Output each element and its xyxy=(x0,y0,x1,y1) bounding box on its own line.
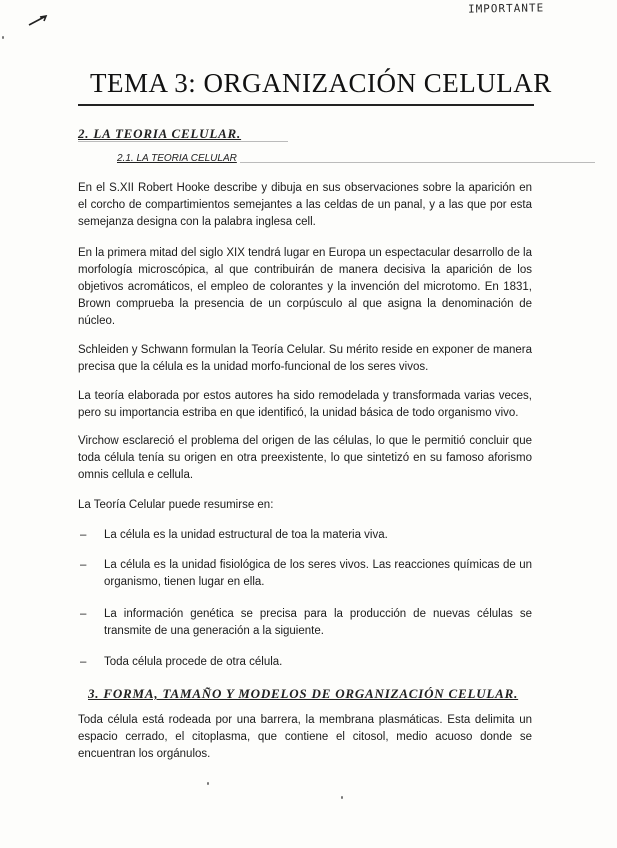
list-item-text: Toda célula procede de otra célula. xyxy=(104,656,283,668)
list-item xyxy=(80,527,532,544)
subsection-2-1-heading: 2.1. LA TEORIA CELULAR xyxy=(117,153,237,164)
scan-speck xyxy=(341,796,343,799)
list-item xyxy=(80,654,532,671)
paragraph-membrana: Toda célula está rodeada por una barrera, la membrana plasmáticas. Esta delimita un espacio cerrado, el citoplasma, que contiene el citosol, medio acuoso donde se encuentran los orgánulos. xyxy=(78,714,532,760)
list-item xyxy=(80,606,532,640)
section-2-rule xyxy=(78,141,288,142)
paragraph-morfologia: En la primera mitad del siglo XIX tendrá lugar en Europa un espectacular desarrollo de la morfología microscópica, al que contribuirán de manera decisiva la aparición de los objetivos acromáticos, el empleo de colorantes y la invención del microtomo. En 1831, Brown comprueba la presencia de un corpúsculo al que asigna la denominación de núcleo. xyxy=(78,247,532,327)
list-dash: – xyxy=(80,656,87,668)
list-dash: – xyxy=(80,559,87,571)
scan-speck xyxy=(207,782,209,785)
scan-speck xyxy=(2,36,4,39)
handwritten-note: IMPORTANTE xyxy=(467,1,545,16)
paragraph-resumen: La Teoría Celular puede resumirse en: xyxy=(78,499,274,511)
list-item-text: La información genética se precisa para la producción de nuevas células se transmite de una generación a la siguiente. xyxy=(104,608,532,637)
list-dash: – xyxy=(80,608,87,620)
list-dash: – xyxy=(80,529,87,541)
paragraph-schleiden: Schleiden y Schwann formulan la Teoría Celular. Su mérito reside en exponer de manera precisa que la célula es la unidad morfo-funcional de los seres vivos. xyxy=(78,344,532,373)
page-title: TEMA 3: ORGANIZACIÓN CELULAR xyxy=(90,68,552,98)
list-item-text: La célula es la unidad estructural de toa la materia viva. xyxy=(104,529,388,541)
section-3-heading: 3. FORMA, TAMAÑO Y MODELOS DE ORGANIZACIÓN CELULAR. xyxy=(88,686,519,701)
title-underline xyxy=(78,104,534,106)
paragraph-hooke: En el S.XII Robert Hooke describe y dibuja en sus observaciones sobre la aparición en el corcho de compartimientos semejantes a las celdas de un panal, y a las que por esta semejanza designa con la palabra inglesa cell. xyxy=(78,182,532,228)
paragraph-virchow: Virchow esclareció el problema del origen de las células, lo que le permitió concluir que toda célula tenía su origen en otra preexistente, lo que sintetizó en su famoso aforismo omnis cellula e cellula. xyxy=(78,435,532,481)
list-item xyxy=(80,557,532,591)
pen-mark-icon xyxy=(28,14,48,26)
paragraph-teoria: La teoría elaborada por estos autores ha sido remodelada y transformada varias veces, pero su importancia estriba en que identificó, la unidad básica de todo organismo vivo. xyxy=(78,390,532,419)
section-2-heading: 2. LA TEORIA CELULAR. xyxy=(78,126,242,141)
list-item-text: La célula es la unidad fisiológica de los seres vivos. Las reacciones químicas de un organismo, tienen lugar en ella. xyxy=(104,559,532,588)
subsection-rule xyxy=(240,162,595,163)
